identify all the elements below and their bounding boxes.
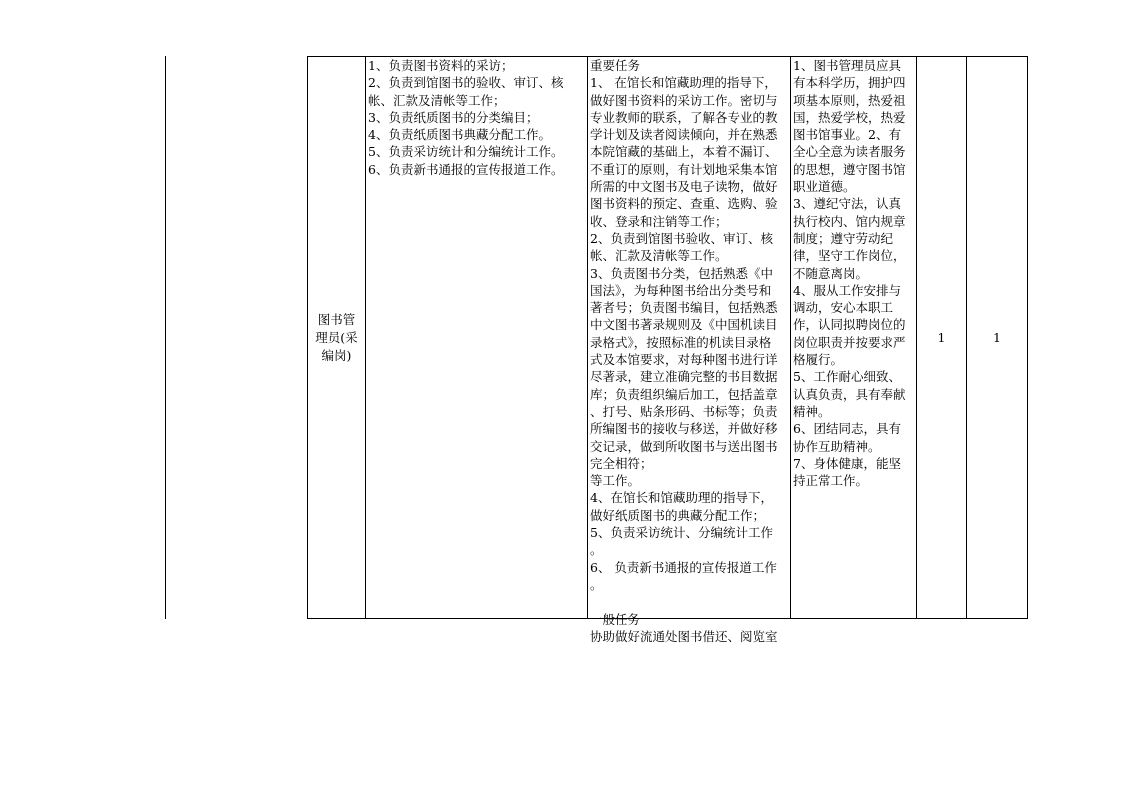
duty-line: 收、登录和注销等工作； [590,213,728,229]
responsibility-line: 6、负责新书通报的宣传报道工作。 [368,161,564,177]
requirement-line: 制度；遵守劳动纪 [793,230,894,246]
duty-line: 库；负责组织编后加工，包括盖章 [590,386,778,402]
duty-line: 6、 负责新书通报的宣传报道工作 [590,559,777,575]
responsibility-line: 3、负责纸质图书的分类编目； [368,109,539,125]
duty-line: 录格式》，按照标准的机读目录格 [590,334,772,350]
responsibilities-cell [366,57,588,619]
requirement-line: 7、身体健康，能坚 [793,455,901,471]
requirement-line: 4、服从工作安排与 [793,282,901,298]
duty-line: 。 [590,542,603,558]
duty-line: 做好图书资料的采访工作。密切与 [590,92,778,108]
requirement-line: 不随意离岗。 [793,265,869,281]
duty-line: 。 [590,576,603,592]
requirement-line: 作，认同拟聘岗位的 [793,317,906,333]
job-post-table [307,56,1028,644]
requirement-line: 持正常工作。 [793,473,869,489]
duties-list [588,57,790,645]
duty-line [588,593,790,610]
duty-line: 专业教师的联系，了解各专业的教 [590,109,778,125]
left-margin-rule [165,56,166,619]
duty-line: 所需的中文图书及电子读物，做好 [590,179,778,195]
duties-cell [588,57,791,644]
duty-line: 3、负责图书分类，包括熟悉《中 [590,265,773,281]
duty-line: 交记录，做到所收图书与送出图书 [590,438,778,454]
requirement-line: 岗位职责并按要求严 [793,334,906,350]
count-a-cell [917,57,967,619]
duty-line: 做好纸质图书的典藏分配工作； [590,507,766,523]
responsibility-line: 4、负责纸质图书典藏分配工作。 [368,127,551,143]
duty-line: 一般任务 [590,611,641,627]
duty-line: 协助做好流通处图书借还、阅览室 [590,628,778,644]
requirement-line: 执行校内、馆内规章 [793,213,906,229]
responsibility-line: 2、负责到馆图书的验收、审订、核 [368,75,564,91]
duty-line: 尽著录，建立准确完整的书目数据 [590,369,778,385]
responsibilities-list [366,57,587,178]
responsibility-line: 帐、汇款及清帐等工作； [368,92,506,108]
requirements-cell [791,57,917,619]
count-a: 1 [937,329,946,345]
requirement-line: 全心全意为读者服务 [793,144,906,160]
duty-line: 所编图书的接收与移送，并做好移 [590,421,778,437]
requirement-line: 3、遵纪守法，认真 [793,196,901,212]
post-title-cell [308,57,366,619]
duty-line: 重要任务 [590,58,641,73]
requirement-line: 的思想，遵守图书馆 [793,161,906,177]
duty-line: 本院馆藏的基础上，本着不漏订、 [590,144,778,160]
duty-line: 、打号、贴条形码、书标等；负责 [590,403,778,419]
requirement-line: 协作互助精神。 [793,438,881,454]
responsibility-line: 5、负责采访统计和分编统计工作。 [368,144,564,160]
requirement-line: 6、团结同志，具有 [793,421,901,437]
duty-line: 2、负责到馆图书验收、审订、核 [590,230,773,246]
duty-line: 帐、汇款及清帐等工作。 [590,248,728,264]
requirements-list [791,57,916,489]
duty-line: 等工作。 [590,473,641,489]
duty-line: 4、在馆长和馆藏助理的指导下， [590,490,773,506]
requirement-line: 5、工作耐心细致、 [793,369,901,385]
duty-line: 中文图书著录规则及《中国机读目 [590,317,778,333]
duty-line: 5、负责采访统计、分编统计工作 [590,525,773,541]
post-title: 图书管理员(采编岗) [315,311,358,363]
requirement-line: 1、图书管理员应具 [793,58,901,73]
duty-line: 国法》，为每种图书给出分类号和 [590,282,772,298]
duty-line: 图书资料的预定、查重、选购、验 [590,196,778,212]
duty-line: 式及本馆要求，对每种图书进行详 [590,352,778,368]
requirement-line: 调动，安心本职工 [793,300,894,316]
duty-line: 著者号；负责图书编目，包括熟悉 [590,300,778,316]
requirement-line: 格履行。 [793,352,844,368]
requirement-line: 有本科学历，拥护四 [793,75,906,91]
requirement-line: 认真负责，具有奉献 [793,386,906,402]
requirement-line: 项基本原则，热爱祖 [793,92,906,108]
count-b-cell [967,57,1028,619]
responsibility-line: 1、负责图书资料的采访； [368,58,514,73]
requirement-line: 精神。 [793,403,831,419]
requirement-line: 国，热爱学校，热爱 [793,109,906,125]
count-b: 1 [993,329,1001,345]
requirement-line: 职业道德。 [793,179,856,195]
duty-line: 1、 在馆长和馆藏助理的指导下， [590,75,777,91]
duty-line: 学计划及读者阅读倾向，并在熟悉 [590,127,778,143]
table-row [308,57,1028,619]
duty-line: 不重订的原则，有计划地采集本馆 [590,161,778,177]
requirement-line: 图书馆事业。2、有 [793,127,901,143]
requirement-line: 律，坚守工作岗位， [793,248,906,264]
duty-line: 完全相符； [590,455,653,471]
